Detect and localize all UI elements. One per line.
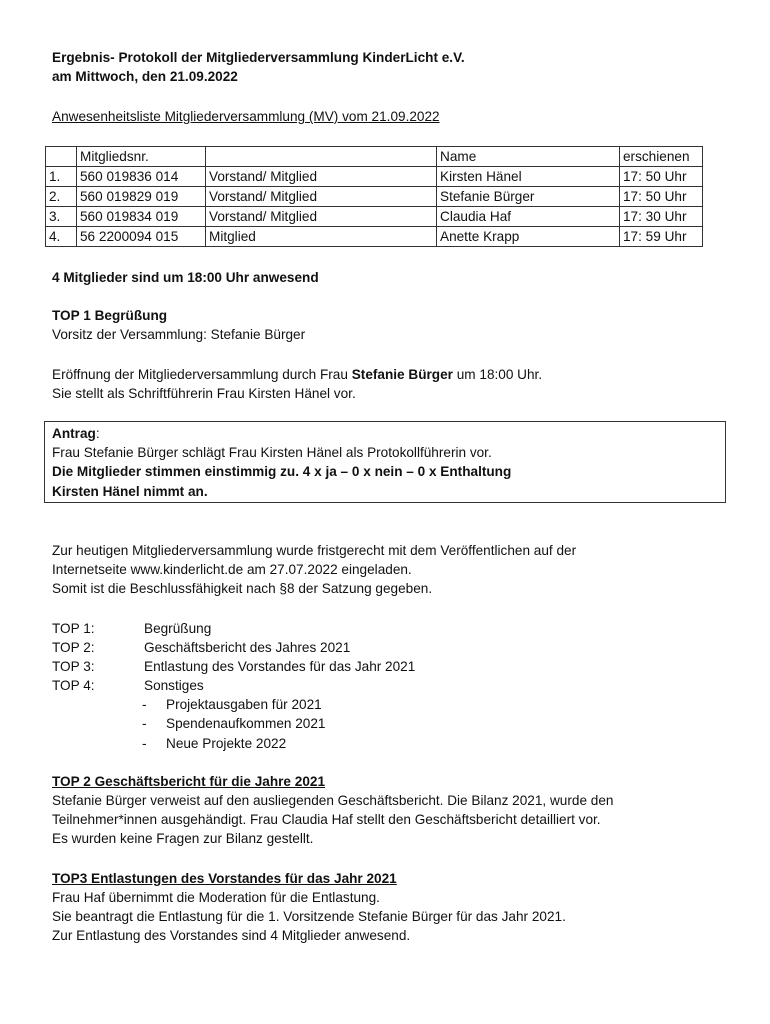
agenda-value: Geschäftsbericht des Jahres 2021 [144,640,351,655]
motion-label-suffix: : [95,426,100,441]
top2-line3: Es wurden keine Fragen zur Bilanz gestellt. [52,831,314,846]
invitation-line2: Internetseite www.kinderlicht.de am 27.07.2022 eingeladen. [52,562,412,577]
table-cell: Claudia Haf [437,207,620,227]
agenda-item [52,619,211,638]
motion-label: Antrag [52,426,96,441]
table-cell: 17: 50 Uhr [620,187,703,207]
agenda-subitem-text: Projektausgaben für 2021 [166,697,322,712]
table-cell: 56 2200094 015 [77,227,206,247]
table-cell: Vorstand/ Mitglied [206,187,437,207]
document-title-line2: am Mittwoch, den 21.09.2022 [52,69,238,84]
agenda-subitem [142,695,322,714]
bullet-dash: - [142,736,147,751]
table-cell: Vorstand/ Mitglied [206,167,437,187]
bullet-dash: - [142,716,147,731]
opening-name: Stefanie Bürger [351,367,453,382]
agenda-key: TOP 3: [52,659,95,674]
table-header-row [46,147,703,167]
agenda-subitem-text: Neue Projekte 2022 [166,736,287,751]
table-cell: 560 019829 019 [77,187,206,207]
table-cell: Mitglied [206,227,437,247]
table-cell: 17: 50 Uhr [620,167,703,187]
table-row [46,167,703,187]
table-header-cell [206,147,437,167]
motion-label-line [52,424,100,443]
attendance-heading: Anwesenheitsliste Mitgliederversammlung (MV) vom 21.09.2022 [52,109,440,124]
invitation-line1: Zur heutigen Mitgliederversammlung wurde fristgerecht mit dem Veröffentlichen auf der [52,543,577,558]
agenda-value: Entlastung des Vorstandes für das Jahr 2021 [144,659,416,674]
document-title-line1: Ergebnis- Protokoll der Mitgliederversammlung KinderLicht e.V. [52,50,465,65]
table-row [46,187,703,207]
top2-line2: Teilnehmer*innen ausgehändigt. Frau Claudia Haf stellt den Geschäftsbericht detailliert vor. [52,812,601,827]
table-header-cell: erschienen [620,147,703,167]
table-header-cell: Name [437,147,620,167]
opening-text-post: um 18:00 Uhr. [452,367,543,382]
top3-line1: Frau Haf übernimmt die Moderation für die Entlastung. [52,890,380,905]
agenda-value: Begrüßung [144,621,212,636]
table-cell: 17: 59 Uhr [620,227,703,247]
motion-line3: Kirsten Hänel nimmt an. [52,484,208,499]
top2-heading: TOP 2 Geschäftsbericht für die Jahre 2021 [52,774,326,789]
agenda-item [52,676,204,695]
agenda-key: TOP 1: [52,621,95,636]
agenda-subitem [142,714,325,733]
top1-chair: Vorsitz der Versammlung: Stefanie Bürger [52,327,306,342]
motion-line2: Die Mitglieder stimmen einstimmig zu. 4 x ja – 0 x nein – 0 x Enthaltung [52,464,512,479]
table-cell: 2. [46,187,77,207]
table-row [46,207,703,227]
agenda-key: TOP 4: [52,678,95,693]
table-cell: Kirsten Hänel [437,167,620,187]
top1-secretary: Sie stellt als Schriftführerin Frau Kirsten Hänel vor. [52,386,356,401]
top3-heading: TOP3 Entlastungen des Vorstandes für das Jahr 2021 [52,871,397,886]
agenda-key: TOP 2: [52,640,95,655]
table-cell: Anette Krapp [437,227,620,247]
top1-heading: TOP 1 Begrüßung [52,308,168,323]
agenda-item [52,657,415,676]
top3-line2: Sie beantragt die Entlastung für die 1. Vorsitzende Stefanie Bürger für das Jahr 2021. [52,909,566,924]
table-cell: 560 019836 014 [77,167,206,187]
table-header-cell: Mitgliedsnr. [77,147,206,167]
agenda-subitem-text: Spendenaufkommen 2021 [166,716,326,731]
table-header-cell [46,147,77,167]
present-note: 4 Mitglieder sind um 18:00 Uhr anwesend [52,270,319,285]
table-cell: 560 019834 019 [77,207,206,227]
table-cell: 1. [46,167,77,187]
table-row [46,227,703,247]
invitation-line3: Somit ist die Beschlussfähigkeit nach §8 der Satzung gegeben. [52,581,433,596]
table-cell: 17: 30 Uhr [620,207,703,227]
table-cell: 3. [46,207,77,227]
bullet-dash: - [142,697,147,712]
top2-line1: Stefanie Bürger verweist auf den ausliegenden Geschäftsbericht. Die Bilanz 2021, wurde den [52,793,614,808]
opening-text-pre: Eröffnung der Mitgliederversammlung durch Frau [52,367,352,382]
agenda-value: Sonstiges [144,678,204,693]
top1-opening [52,365,542,384]
table-cell: Vorstand/ Mitglied [206,207,437,227]
top3-line3: Zur Entlastung des Vorstandes sind 4 Mitglieder anwesend. [52,928,411,943]
motion-line1: Frau Stefanie Bürger schlägt Frau Kirsten Hänel als Protokollführerin vor. [52,445,492,460]
table-cell: 4. [46,227,77,247]
agenda-item [52,638,350,657]
agenda-subitem [142,734,286,753]
table-cell: Stefanie Bürger [437,187,620,207]
attendance-table [45,146,703,247]
